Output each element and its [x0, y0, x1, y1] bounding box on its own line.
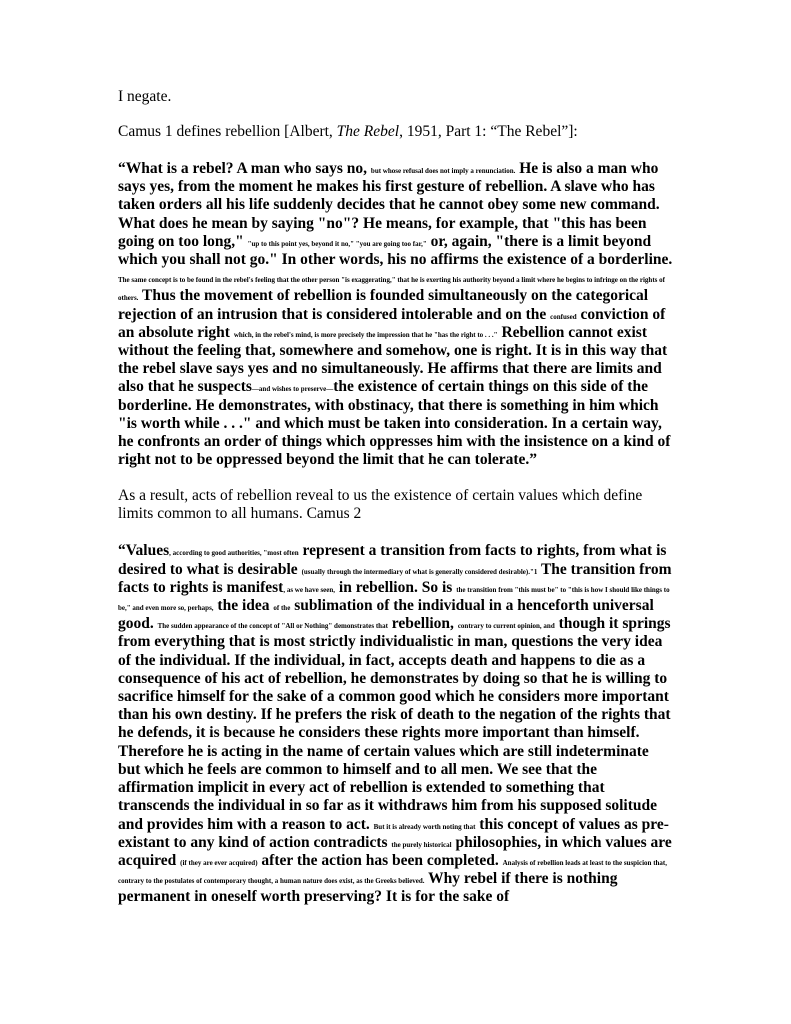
unread-small-text: but whose refusal does not imply a renunciation. [370, 167, 516, 175]
highlighted-card-text: this concept of values as pre-existant to any kind of action contradicts [118, 815, 669, 851]
highlighted-card-text: Thus the movement of rebellion is founded simultaneously on the categorical rejection of an intrusion that is considered intolerable and on the [118, 287, 649, 323]
unread-small-text: Analysis of rebellion leads at least to the suspicion that, contrary to the postulates of contemporary thought, a human nature does exist, as the Greeks believed. [118, 858, 668, 886]
highlighted-card-text: though it springs from everything that is most strictly individualistic in man, questions the very idea of the individual. If the individual, in fact, accepts death and happens to die as a consequence of his act of rebellion, he demonstrates by doing so that he is willing to sacrifice himself for the sake of a common good which he considers more important than his own destiny. If he prefers the risk of death to the negation of the rights that he defends, it is because he considers these rights more important than himself. Therefore he is acting in the name of certain values which are still indeterminate but which he feels are common to himself and to all men. We see that the affirmation implicit in every act of rebellion is extended to something that transcends the individual in so far as it withdraws him from his supposed solitude and provides him with a reason to act. [118, 615, 671, 833]
unread-small-text: (if they are ever acquired) [180, 858, 258, 867]
highlighted-card-text: rebellion, [387, 615, 458, 633]
unread-small-text: , according to good authorities, "most often [169, 549, 299, 558]
unread-small-text: , as we have seen, [283, 585, 336, 594]
highlighted-card-text: or, again, "there is a limit beyond which you shall not go." In other words, his no affirms the existence of a borderline. [118, 232, 673, 269]
document-page [118, 88, 674, 907]
highlighted-card-text: Rebellion cannot exist without the feeling that, somewhere and somehow, one is right. It is in this way that the rebel slave says yes and no simultaneously. He affirms that there are limits and also that he suspects [118, 323, 668, 396]
unread-small-text: confused [550, 312, 577, 321]
highlighted-card-text: The transition from facts to rights is manifest [118, 560, 672, 596]
highlighted-card-text: Why rebel if there is nothing permanent in oneself worth preserving? It is for the sake of [118, 870, 618, 906]
unread-small-text: the transition from "this must be" to "this is how I should like things to be," and even more so, perhaps, [118, 585, 670, 613]
unread-small-text: The sudden appearance of the concept of "All or Nothing" demonstrates that [157, 622, 388, 631]
unread-small-text: contrary to current opinion, and [457, 622, 555, 631]
citation-prefix: Camus 1 defines rebellion [Albert, [118, 123, 337, 140]
book-title: The Rebel [336, 123, 400, 140]
analysis-paragraph: As a result, acts of rebellion reveal to us the existence of certain values which define limits common to all humans. Camus 2 [118, 487, 643, 523]
unread-small-text: The same concept is to be found in the rebel's feeling that the other person "is exaggerating," that he is exerting his authority beyond a limit where he begins to infringe on the rights of others. [118, 276, 665, 303]
citation-suffix: , 1951, Part 1: “The Rebel”]: [399, 123, 578, 140]
highlighted-card-text: the existence of certain things on this side of the borderline. He demonstrates, with obstinacy, that there is something in him which "is worth while . . ." and which must be taken into consideration. In a certain way, he confronts an order of things which oppresses him with the insistence on a kind of right not to be oppressed beyond the limit that he can tolerate.” [118, 378, 671, 469]
highlighted-card-text: He is also a man who says yes, from the moment he makes his first gesture of rebellion. A slave who has taken orders all his life suddenly decides that he cannot obey some new command. What does he mean by saying "no"? He means, for example, that "this has been going on too long," [118, 160, 660, 250]
highlighted-card-text: conviction of an absolute right [118, 305, 666, 341]
unread-small-text: the purely historical [391, 840, 452, 849]
unread-small-text: "up to this point yes, beyond it no," "you are going too far," [247, 239, 427, 248]
evidence-card-2 [118, 542, 674, 906]
unread-small-text: —and wishes to preserve— [251, 385, 334, 394]
unread-small-text: of the [273, 604, 291, 613]
highlighted-card-text: philosophies, in which values are acquired [118, 833, 672, 869]
definition-citation [118, 123, 674, 141]
highlighted-card-text: the idea [213, 597, 274, 615]
unread-small-text: But it is already worth noting that [373, 822, 476, 831]
highlighted-card-text: “Values [118, 542, 170, 560]
evidence-card-1 [118, 160, 674, 469]
highlighted-card-text: represent a transition from facts to rights, from what is desired to what is desirable [118, 542, 667, 578]
highlighted-card-text: “What is a rebel? A man who says no, [118, 160, 371, 177]
highlighted-card-text: sublimation of the individual in a henceforth universal good. [118, 597, 654, 633]
unread-small-text: (usually through the intermediary of what is generally considered desirable)."1 [301, 567, 538, 576]
unread-small-text: which, in the rebel's mind, is more precisely the impression that he "has the right to . . ." [233, 330, 498, 339]
opening-statement: I negate. [118, 88, 172, 105]
highlighted-card-text: in rebellion. So is [335, 578, 457, 596]
highlighted-card-text: after the action has been completed. [257, 851, 503, 869]
